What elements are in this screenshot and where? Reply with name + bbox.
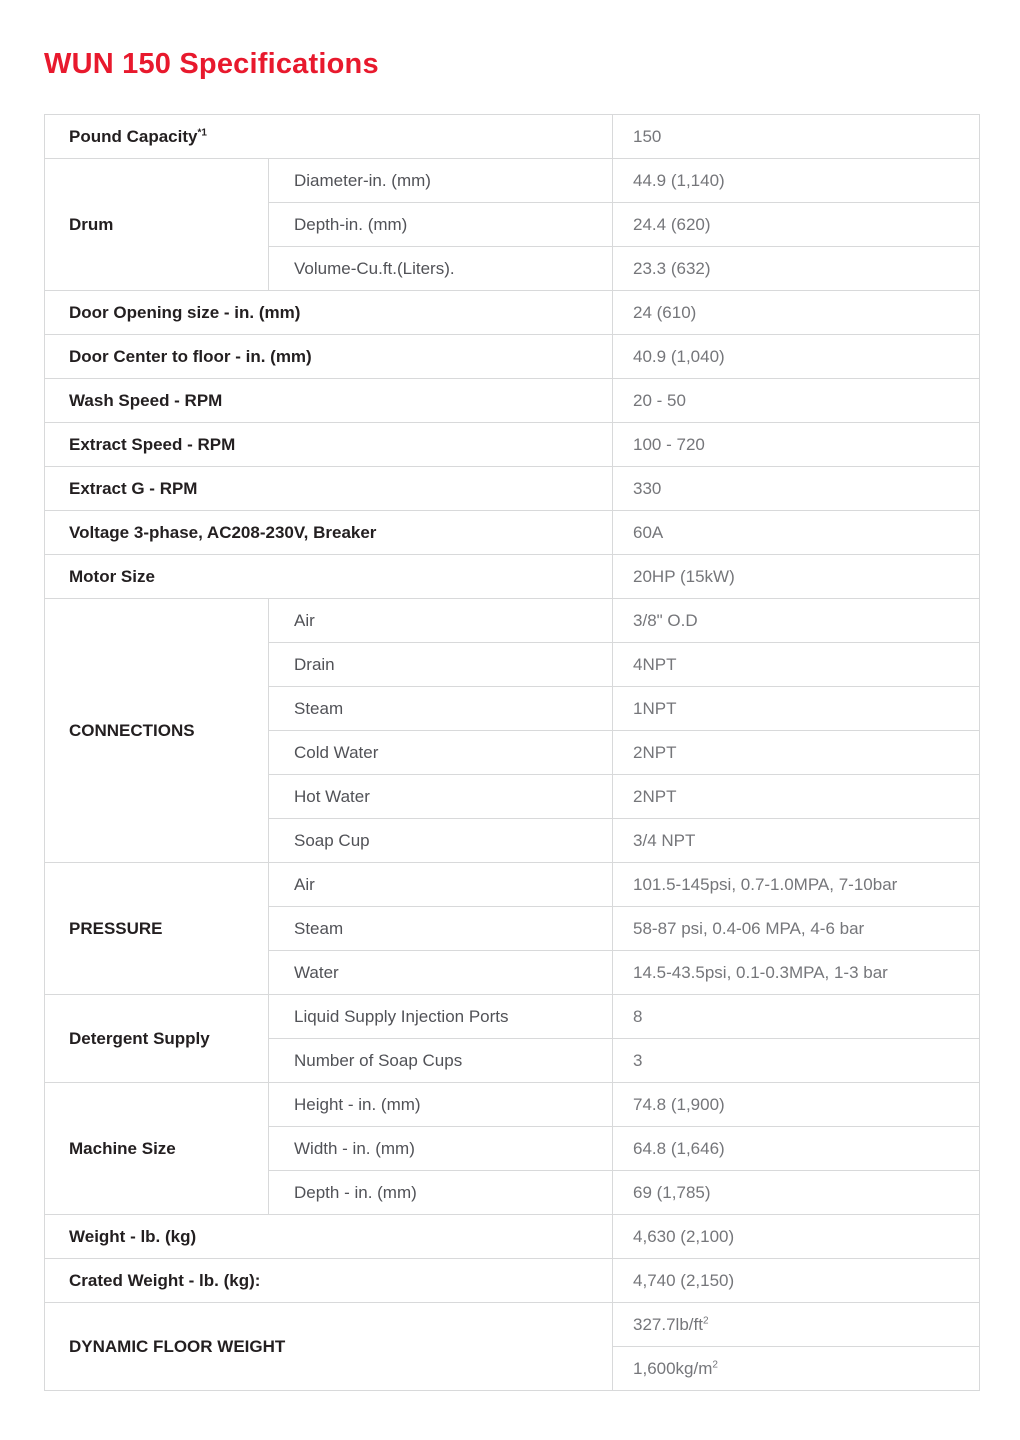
spec-label-wash-speed: Wash Speed - RPM <box>45 379 613 423</box>
spec-sublabel-pressure-air: Air <box>269 863 613 907</box>
table-row-door-center <box>45 335 980 379</box>
spec-value-crated-weight: 4,740 (2,150) <box>613 1259 980 1303</box>
spec-value-machine-height: 74.8 (1,900) <box>613 1083 980 1127</box>
spec-sublabel-machine-width: Width - in. (mm) <box>269 1127 613 1171</box>
spec-value-weight: 4,630 (2,100) <box>613 1215 980 1259</box>
spec-sublabel-drum-diameter: Diameter-in. (mm) <box>269 159 613 203</box>
spec-label-door-center: Door Center to floor - in. (mm) <box>45 335 613 379</box>
spec-value-dynamic-floor-weight-lb <box>613 1303 980 1347</box>
table-row-crated-weight <box>45 1259 980 1303</box>
spec-sublabel-connections-cold-water: Cold Water <box>269 731 613 775</box>
spec-sublabel-connections-soap-cup: Soap Cup <box>269 819 613 863</box>
footnote-marker: *1 <box>197 127 207 139</box>
spec-value-wash-speed: 20 - 50 <box>613 379 980 423</box>
spec-sublabel-connections-drain: Drain <box>269 643 613 687</box>
spec-value-motor-size: 20HP (15kW) <box>613 555 980 599</box>
spec-value-voltage: 60A <box>613 511 980 555</box>
table-row-machine-height <box>45 1083 980 1127</box>
table-row-voltage <box>45 511 980 555</box>
spec-sublabel-connections-steam: Steam <box>269 687 613 731</box>
table-row-weight <box>45 1215 980 1259</box>
spec-value-connections-hot-water: 2NPT <box>613 775 980 819</box>
page-title: WUN 150 Specifications <box>44 48 379 80</box>
spec-sublabel-detergent-soap-cups: Number of Soap Cups <box>269 1039 613 1083</box>
spec-group-connections: CONNECTIONS <box>45 599 269 863</box>
spec-sublabel-connections-air: Air <box>269 599 613 643</box>
table-row-wash-speed <box>45 379 980 423</box>
spec-value-connections-soap-cup: 3/4 NPT <box>613 819 980 863</box>
table-row-extract-g <box>45 467 980 511</box>
superscript: 2 <box>702 1315 709 1327</box>
spec-group-pressure: PRESSURE <box>45 863 269 995</box>
value-text: 327.7lb/ft <box>633 1314 703 1334</box>
spec-sublabel-pressure-water: Water <box>269 951 613 995</box>
spec-group-drum: Drum <box>45 159 269 291</box>
spec-group-dynamic-floor-weight: DYNAMIC FLOOR WEIGHT <box>45 1303 613 1391</box>
spec-value-drum-depth: 24.4 (620) <box>613 203 980 247</box>
spec-group-detergent-supply: Detergent Supply <box>45 995 269 1083</box>
spec-value-drum-diameter: 44.9 (1,140) <box>613 159 980 203</box>
spec-label-motor-size: Motor Size <box>45 555 613 599</box>
spec-value-connections-drain: 4NPT <box>613 643 980 687</box>
spec-value-extract-speed: 100 - 720 <box>613 423 980 467</box>
spec-value-detergent-soap-cups: 3 <box>613 1039 980 1083</box>
table-row-pressure-air <box>45 863 980 907</box>
spec-group-machine-size: Machine Size <box>45 1083 269 1215</box>
value-text: 1,600kg/m <box>633 1358 713 1378</box>
spec-sublabel-detergent-ports: Liquid Supply Injection Ports <box>269 995 613 1039</box>
table-row-door-opening <box>45 291 980 335</box>
table-row-extract-speed <box>45 423 980 467</box>
spec-sublabel-connections-hot-water: Hot Water <box>269 775 613 819</box>
table-row-motor-size <box>45 555 980 599</box>
spec-value-connections-cold-water: 2NPT <box>613 731 980 775</box>
spec-label-extract-g: Extract G - RPM <box>45 467 613 511</box>
spec-value-dynamic-floor-weight-kg <box>613 1347 980 1391</box>
spec-value-door-center: 40.9 (1,040) <box>613 335 980 379</box>
spec-value-machine-depth: 69 (1,785) <box>613 1171 980 1215</box>
spec-sublabel-drum-depth: Depth-in. (mm) <box>269 203 613 247</box>
spec-value-drum-volume: 23.3 (632) <box>613 247 980 291</box>
spec-sublabel-pressure-steam: Steam <box>269 907 613 951</box>
spec-label-crated-weight: Crated Weight - lb. (kg): <box>45 1259 613 1303</box>
spec-sublabel-machine-height: Height - in. (mm) <box>269 1083 613 1127</box>
table-row-pound-capacity <box>45 115 980 159</box>
spec-value-extract-g: 330 <box>613 467 980 511</box>
spec-table <box>44 114 980 1391</box>
superscript: 2 <box>712 1359 718 1371</box>
spec-value-pound-capacity: 150 <box>613 115 980 159</box>
spec-sublabel-drum-volume: Volume-Cu.ft.(Liters). <box>269 247 613 291</box>
spec-value-machine-width: 64.8 (1,646) <box>613 1127 980 1171</box>
spec-value-pressure-water: 14.5-43.5psi, 0.1-0.3MPA, 1-3 bar <box>613 951 980 995</box>
spec-label-text: Pound Capacity <box>69 126 198 146</box>
table-row-drum-diameter <box>45 159 980 203</box>
spec-label-weight: Weight - lb. (kg) <box>45 1215 613 1259</box>
table-row-dynamic-floor-weight-lb <box>45 1303 980 1347</box>
spec-sublabel-machine-depth: Depth - in. (mm) <box>269 1171 613 1215</box>
spec-value-pressure-air: 101.5-145psi, 0.7-1.0MPA, 7-10bar <box>613 863 980 907</box>
table-row-connections-air <box>45 599 980 643</box>
spec-label-extract-speed: Extract Speed - RPM <box>45 423 613 467</box>
spec-value-door-opening: 24 (610) <box>613 291 980 335</box>
spec-value-pressure-steam: 58-87 psi, 0.4-06 MPA, 4-6 bar <box>613 907 980 951</box>
spec-value-detergent-ports: 8 <box>613 995 980 1039</box>
spec-label-door-opening: Door Opening size - in. (mm) <box>45 291 613 335</box>
spec-label-pound-capacity <box>45 115 613 159</box>
spec-value-connections-air: 3/8" O.D <box>613 599 980 643</box>
spec-label-voltage: Voltage 3-phase, AC208-230V, Breaker <box>45 511 613 555</box>
table-row-detergent-ports <box>45 995 980 1039</box>
spec-value-connections-steam: 1NPT <box>613 687 980 731</box>
